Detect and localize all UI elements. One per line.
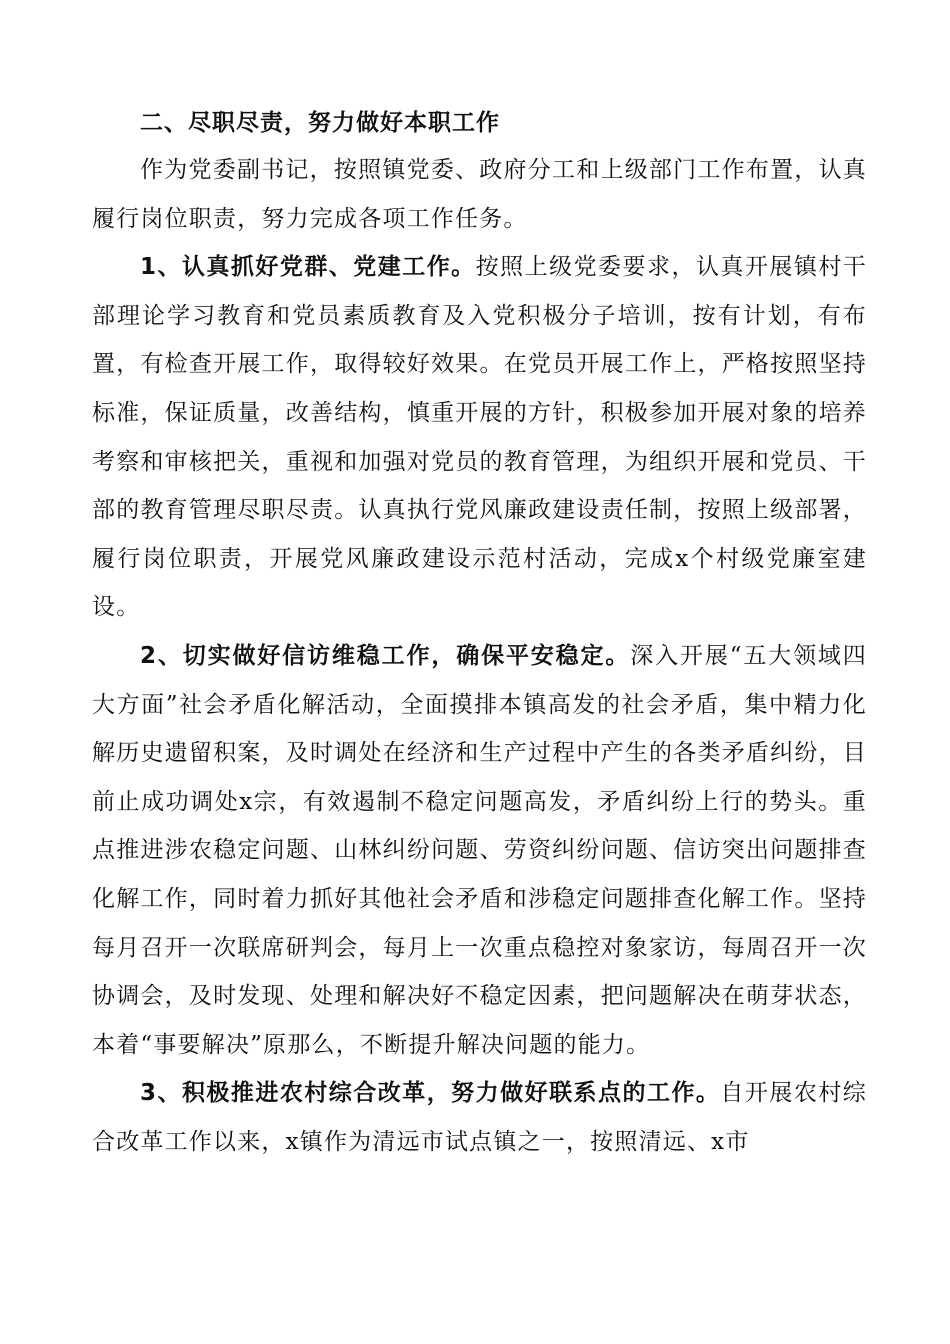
item-2-body: 深入开展“五大领域四大方面”社会矛盾化解活动，全面摸排本镇高发的社会矛盾，集中精力化解历史遗留积案，及时调处在经济和生产过程中产生的各类矛盾纠纷，目前止成功调处x宗，有效遏制不稳定问题高发，矛盾纠纷上行的势头。重点推进涉农稳定问题、山林纠纷问题、劳资纠纷问题、信访突出问题排查化解工作，同时着力抓好其他社会矛盾和涉稳定问题排查化解工作。坚持每月召开一次联席研判会，每月上一次重点稳控对象家访，每周召开一次协调会，及时发现、处理和解决好不稳定因素，把问题解决在萌芽状态，本着“事要解决”原那么，不断提升解决问题的能力。: [92, 642, 867, 1058]
document-body: [92, 100, 867, 1166]
item-3-paragraph: [92, 1069, 867, 1166]
item-1-lead: 1、认真抓好党群、党建工作。: [140, 254, 476, 281]
item-1-paragraph: [92, 243, 867, 632]
item-1-body: 按照上级党委要求，认真开展镇村干部理论学习教育和党员素质教育及入党积极分子培训，按有计划，有布置，有检查开展工作，取得较好效果。在党员开展工作上，严格按照坚持标准，保证质量，改善结构，慎重开展的方针，积极参加开展对象的培养考察和审核把关，重视和加强对党员的教育管理，为组织开展和党员、干部的教育管理尽职尽责。认真执行党风廉政建设责任制，按照上级部署，履行岗位职责，开展党风廉政建设示范村活动，完成x个村级党廉室建设。: [92, 254, 868, 621]
section-heading: 二、尽职尽责，努力做好本职工作: [140, 110, 500, 136]
intro-paragraph: 作为党委副书记，按照镇党委、政府分工和上级部门工作布置，认真履行岗位职责，努力完成各项工作任务。: [92, 157, 867, 232]
item-2-lead: 2、切实做好信访维稳工作，确保平安稳定。: [140, 642, 631, 669]
item-3-lead: 3、积极推进农村综合改革，努力做好联系点的工作。: [140, 1080, 721, 1107]
item-3-body: 自开展农村综合改革工作以来，x镇作为清远市试点镇之一，按照清远、x市: [92, 1080, 867, 1155]
item-2-paragraph: [92, 632, 867, 1069]
